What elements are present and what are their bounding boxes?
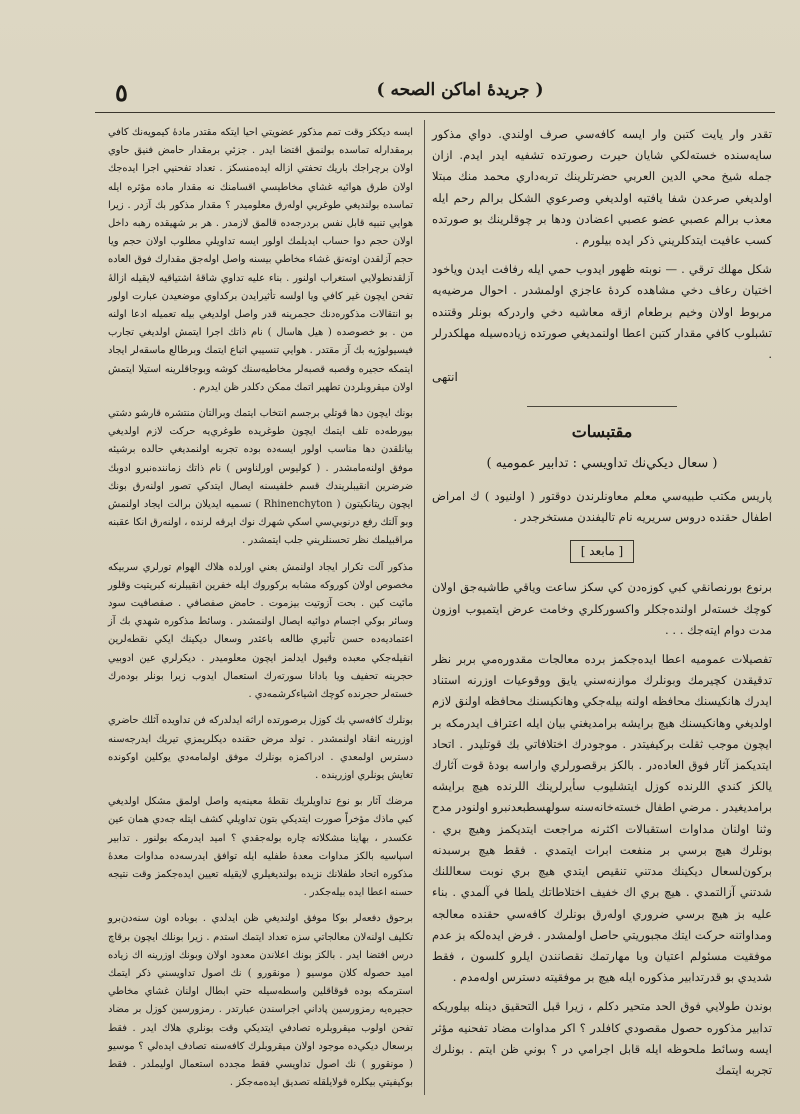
page-header bbox=[95, 72, 775, 112]
paragraph: مذكور آلت تكرار ايجاد اولنمش بعني اورلده هلاك الهوام تورلري سربيكه مخصوص اولان كوروكه مشابه بركوروك ايله خفرين انقيبلرنه كبريتيت وقلور مائيت كين . بحت آزوتيت بيزموت . حامض صفصافي . صفصافيت سود وسائر بوكي اجسام دوائيه ايصال اولنمشدر . وسائط مذكوره شهدي بك آز اعتماديه‌ده حسن تأثيري طالعه باعثدر وسعال ديكينك ايكي نقطه‌لرين انقيله‌جكي معبده وقيول ايدلمز ايچون معلوميدر . ديكرلري عين ادوبيي حجرينه تحفيف ويا بادانا سورته‌رك استعمال ايدوب زيرا بونلر بوده‌رك خسته‌لر حجرنده كوچك اشياءكرشمه‌دي . bbox=[108, 561, 413, 701]
page-number: ٥ bbox=[115, 78, 128, 107]
column-divider bbox=[424, 120, 425, 1095]
running-title: ( جريدهٔ اماكن الصحه ) bbox=[376, 80, 544, 100]
section-heading: مقتبسات bbox=[571, 422, 633, 442]
paragraph: برحوق دفعه‌لر بوكا موفق اولنديغي ظن ايدلدي . بوباده اون سنه‌دن‌برو تكليف اولنه‌لان معالجاتي سزه تعداد ايتمك استدم . زيرا بونلك ايچون برقاچ درس افتضا ايدر . بالكز بونك اعلاندن معدود اولان وبونك اوزرينه اك زياده اميد حصوله كلان موسيو ( مونقورو ) نك اصول تداويسني ذكر ايتمك استرمكه بوده قوقاقلين واسطه‌سيله حتي ابطال اولنان غشاي مخاطي حجيره‌يه رمزورسين پاداني اجراسندن عبارتدر . رمزورسين كوزل بر مضاد تفحن اولوب ميقروبلره تصادفي ايتديكي وقت بونلري هلاك ايدر . فقط برسعال ديكي‌ده موجود اولان ميقروبلرك كافه‌سنه تصادف ايده‌لي ؟ موسيو ( مونقورو ) نك اصول تداويسي فقط مجدده استعمال اوليملدر . فقط بوكيفيتي بيكلره قولايلقله تصديق ايده‌مه‌جكز . bbox=[108, 913, 413, 1089]
paragraph: تفصيلات عموميه اعطا ايده‌جكمز برده معالجات مقدوره‌مي بربر نظر تدقيقدن كچيرمك وبونلرك موازنه‌سني يايق ووقوعيات اوزرنه استناد ايدرك هانكيسنك محافظه اولنه بيله‌جكي وهانكيسنك محافظه اولنق لازم اولديغي وهانكيسنك هيچ برايشه برامديغني بيان ايله اعتراف ايدرمكه بر ايچون موجب ثقلت بركيفيتدر . موجودرك اختلافاتي بك قوتليدر . اتحاد ايتديكمز آثار فوق العاده‌در . بالكز برقصورلري واراسه بودهٔ قوت آثارك يالكز كندي اللرنده كوزل ايتشليوب سأيرلرينك اللرنده هيچ برايشه برامديغيدر . مرضي اطفال خسته‌خانه‌سنه سولهسطبعدنبرو اولنودر مدح وثنا اولنان مداوات استقبالات اكثرنه مراجعت ايتديكمز وهيچ بري . بونلرك هيچ برسي بر منفعت ابرات ايتمدي . فقط هيچ برسبدنه بركون‌لسعال ديكينك مدتني تنقيص ايتدي هيچ بري نوبت سعاللنك شدتني آزالتمدي . هيچ بري اك خفيف اختلاطاتك يلطا في آلمدي . بناء عليه بز هيچ برسي ضروري اوله‌رق بونلرك كافه‌سي حقنده معالجه ومداواتنه حركت ايتك مجبوريتي حاصل اولمشدر . فرض ايده‌لكه بز عدم موفقيت مسئولم اعتيان وبا مهارتمك نقصانندن ايلرو كلسون ، فقط شديدي بو قدرتدابير مذكوره ايله هيچ بر موفقيته دسترس اوله‌مدم . bbox=[432, 652, 772, 985]
continued-label-text: [ مابعد ] bbox=[570, 540, 635, 563]
left-column bbox=[108, 124, 413, 1092]
paragraph: بونك ايچون دها قوتلي برجسم انتخاب ايتمك وبرالتان منتشره قارشو دشتي بيورطه‌ده تلف ايتمك ايچون طوغريده طوغري‌يه حركت لازم اولديغي بيانلقدن دها مناسب اولور ايسه‌ده بوده تجربه اولنمديغي حالده برشيئه موفق اولنه‌مامشدر . ( كوليوس اورلناوس ) نام ذاتك زماننده‌نبرو ادوبك ضرضرين انقيبلريندك قسم خلفيسنه ايصال ايتدكي تصور اولنه‌رق بونك ايچون ريتانكيتون ( Rhinenchyton ) تسميه ايديلان برالت ايجاد اولنمش وبو آلتك رفع درنوبي‌سي اسكي شهرك نوك ايرقه لرنده ، اولنه‌رق انكا عقبنه مراقبيلمك نظر تحسنلريني جلب ايتمشدر . bbox=[108, 408, 413, 547]
right-column bbox=[432, 124, 772, 1081]
continued-label bbox=[432, 540, 772, 563]
paragraph: شكل مهلك ترقي . — نوبته ظهور ايدوب حمي ايله رفافت ايدن وياخود اختيان رعاف دخي مشاهده كردهٔ عاجزي اولمشدر . احوال مرضيه‌يه مربوط اولان وخيم برطعام ازقه معاشيه دخي واردركه بونلر وقتنده تشبلوب كافي مقدار كتبن اعطا اولنمديغي صورتده زياده‌سيله مهلكدرلر . bbox=[432, 262, 772, 362]
paragraph: مرضك آثار بو نوع تداويلريك نقطهٔ معينه‌يه واصل اولمق مشكل اولديغي كبي ماذك مؤخراً صورت ايتديكي بتون تداويلي كشف ايتله جه‌دي همان عين عكسدر ، بهاينا مشكلاته چاره بوله‌جقدي ؟ اميد ايدرمكه بولنور . تدابير اسپاسيه بالكز مداوات معدهٔ طفليه ايله توافق ايدرسه‌ده مداوات معدهٔ مذكوره اتحاد طفلانك نزيده بولنديغيلري لايقيله تعيين ايده‌جكمز وقت نتيجه حسنه اعطا ايده بيله‌جكدر . bbox=[108, 796, 413, 899]
paragraph: تقدر وار يايت كتبن وار ايسه كافه‌سي صرف اولندي. دواي مذكور سايه‌سنده خسته‌لكي شايان حيرت رصورتده تشفيه ايدر ايدم. ازان جمله شيخ محي الدين العربي حضرتلرينك تربه‌داري محمد منك مبتلا اولديغي صرعدن شفا يافتيه اولديغي وصرعوي الشكل برالم رحم ايله معذب برالم عصبي عضو عصبي اعضادن ودها بر چوقلرينك بو صورتده كسب عافيت ايتدكلريني ذكر ايده بيلورم . bbox=[432, 127, 772, 248]
article-title: ( سعال ديكي‌نك تداويسي : تدابير عموميه ) bbox=[486, 455, 718, 471]
paragraph: بوندن طولايي فوق الحد متحير دكلم ، زيرا قبل التحقيق دينله بيلوريكه تدابير مذكوره حصول مقصودي كافلدر ؟ اكر مداوات مضاد تفحنيه مؤثر ايسه وسائط ملحوظه ايله قابل اجرامي در ؟ بوني ظن ايتم . بونلرك تجربه ايتمك bbox=[432, 999, 772, 1077]
paragraph: ايسه ديككز وقت تمم مذكور عضويتي احيا ايتكه مقتدر مادهٔ كيمويه‌نك كافي برمقدارله تماسده بولنمق اقتضا ايدر . جزئي برمقدار حامض فنيق حاوي اولان برچراجك باريك تحفتي ازاله ايده‌منسكز . تعداد تفحنيي اجرا ايده‌جك اولان طرق هوائيه غشاي مخاطيسي اقسامنك نه مقدار ماده مؤثره ايله تماسده بولنديغي طوغريي اوله‌رق معلوميدر ؟ مقدار مذكور بك آزدر . زيرا هوايي تنبيه قابل نفس بردرجه‌ده قالمق لازمدر . هر بر شهيقده رهبه داخل اولان حجم دوا حساب ايديلمك اولور ايسه تداويلي مطلوب اولان حجم ويا حجم آزلقدن اوته‌نق غشاء مخاطي بيسنه واصل اوله‌جق مقدارك فوق العاده آزلقدنطولايي استغراب اولنور . بناء عليه تداوي شاقهٔ اشتياقيه لايقيله ازالهٔ تفحن ايچون غير كافي ويا اولسه تأثيرايدن بركداوي موضعيدن عبارت اولور بو انتقالات مذكوره‌دنك حجمرينه قدر واصل اولديغي بيله تعميله ادعا اولنه من . بو خصوصده ( هيل هاسال ) نام ذاتك اجرا ايتمش اولديغي تجارب فيسيولوژيه بك آز مقتدر . هوايي تنسيبي اتباع ايتمك وبرطالع ماسقه‌لر ايجاد ايتمكه حجيره وقصبه قصبه‌لر مخاطيه‌سنك كوشه وبوجاقلرينه استيلا ايتمش اولان ميقروبلردن تطهير اتمك ممكن دكلدر ظن ايدرم . bbox=[108, 127, 413, 393]
paragraph: برنوع بورنصانقي كبي كوزه‌دن كي سكز ساعت وياقي طاشيه‌جق اولان كوچك خسته‌لر اولنده‌جكلر واكسوركلري وخامت عرض ايتميوب اوزون مدت دوام ايته‌جك . . . bbox=[432, 580, 772, 637]
article-intro: پاريس مكتب طبيه‌سي معلم معاونلرندن دوقتور ( اولنيود ) ك امراض اطفال حقنده دروس سريريه نام تاليفندن مستخرجدر . bbox=[432, 488, 772, 525]
paragraph: بونلرك كافه‌سي بك كوزل برصورتده اراثه ايدلدركه فن تداويده آثلك حاضري اوزرينه انقاد اولنمشدر . تولد مرض حقنده ديكلريمزي تيريك ايدرجه‌سنه دسترس اولمعدي . ادراكمزه بونلرك موفق اولمامه‌دي يوكلين اوكونده تغايش يونلري اوزرينده . bbox=[108, 715, 413, 781]
end-note: انتهى bbox=[432, 370, 458, 385]
header-rule bbox=[95, 112, 775, 113]
section-separator bbox=[527, 406, 677, 407]
